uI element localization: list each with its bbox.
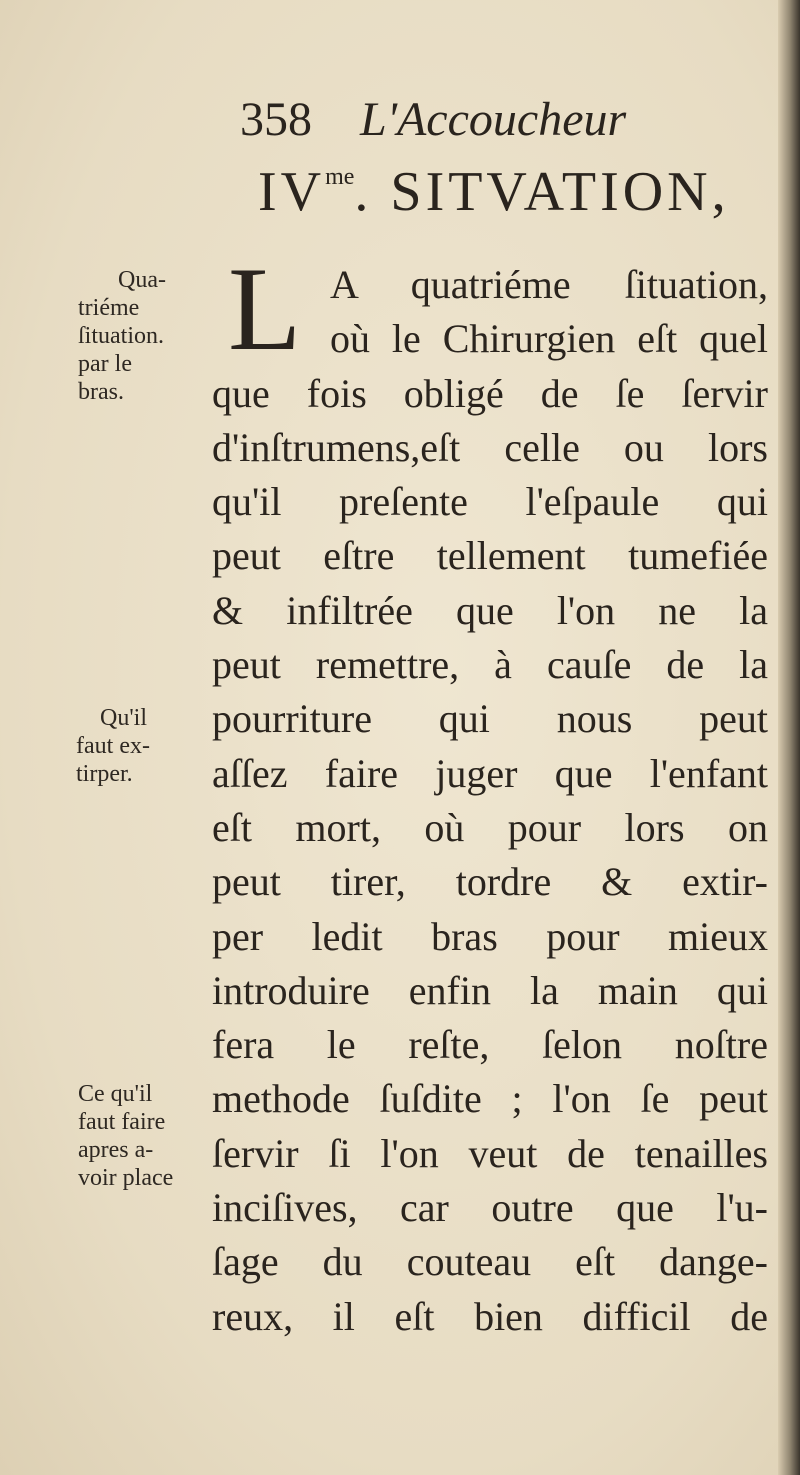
margin-note-line: par le xyxy=(78,351,132,377)
section-heading xyxy=(258,160,778,240)
margin-note-line: apres a- xyxy=(78,1137,154,1163)
body-text xyxy=(212,258,768,1344)
margin-note-line: Qua- xyxy=(118,267,166,293)
margin-note-line: faut ex- xyxy=(76,733,150,759)
section-title-text: . SITVATION, xyxy=(354,161,730,223)
text-line: d'inſtrumens,eſt celle ou lors xyxy=(212,424,768,470)
margin-note-line: Qu'il xyxy=(100,705,147,731)
text-line: ſage du couteau eſt dange- xyxy=(212,1239,768,1285)
text-line: pourriture qui nous peut xyxy=(212,696,768,742)
text-line: peut eſtre tellement tumefiée xyxy=(212,533,768,579)
text-line: A quatriéme ſituation, xyxy=(330,262,768,307)
text-line: peut tirer, tordre & extir- xyxy=(212,859,768,905)
text-line: introduire enfin la main qui xyxy=(212,967,768,1013)
text-line: reux, il eſt bien difficil de xyxy=(212,1293,768,1339)
text-line: & infiltrée que l'on ne la xyxy=(212,587,768,633)
text-line: où le Chirurgien eſt quel xyxy=(330,316,768,362)
margin-note-extirper xyxy=(76,704,150,788)
margin-note-situation xyxy=(78,266,166,406)
section-numeral-suffix: me xyxy=(325,164,355,190)
margin-note-line: bras. xyxy=(78,379,124,405)
text-line: ſervir ſi l'on veut de tenailles xyxy=(212,1130,768,1176)
text-line: methode ſuſdite ; l'on ſe peut xyxy=(212,1076,768,1122)
text-line: eſt mort, où pour lors on xyxy=(212,804,768,850)
page-gutter-shadow xyxy=(778,0,800,1475)
drop-capital: L xyxy=(228,242,302,375)
margin-note-line: voir place xyxy=(78,1165,174,1191)
margin-note-line: ſituation. xyxy=(78,323,164,349)
text-line: aſſez faire juger que l'enfant xyxy=(212,750,768,796)
margin-note-line: Ce qu'il xyxy=(78,1081,153,1107)
margin-note-line: triéme xyxy=(78,295,140,321)
text-line: fera le reſte, ſelon noſtre xyxy=(212,1022,768,1068)
page-number: 358 xyxy=(240,93,312,146)
margin-note-line: tirper. xyxy=(76,761,133,787)
text-line: peut remettre, à cauſe de la xyxy=(212,642,768,688)
text-line: qu'il preſente l'eſpaule qui xyxy=(212,479,768,525)
text-line: que fois obligé de ſe ſervir xyxy=(212,370,768,416)
margin-note-line: faut faire xyxy=(78,1109,166,1135)
running-title: L'Accoucheur xyxy=(360,93,627,146)
margin-note-apres-avoir-place xyxy=(78,1080,173,1192)
text-line: per ledit bras pour mieux xyxy=(212,913,768,959)
text-line: inciſives, car outre que l'u- xyxy=(212,1185,768,1231)
section-numeral: IV xyxy=(258,161,326,223)
running-header xyxy=(240,92,720,162)
